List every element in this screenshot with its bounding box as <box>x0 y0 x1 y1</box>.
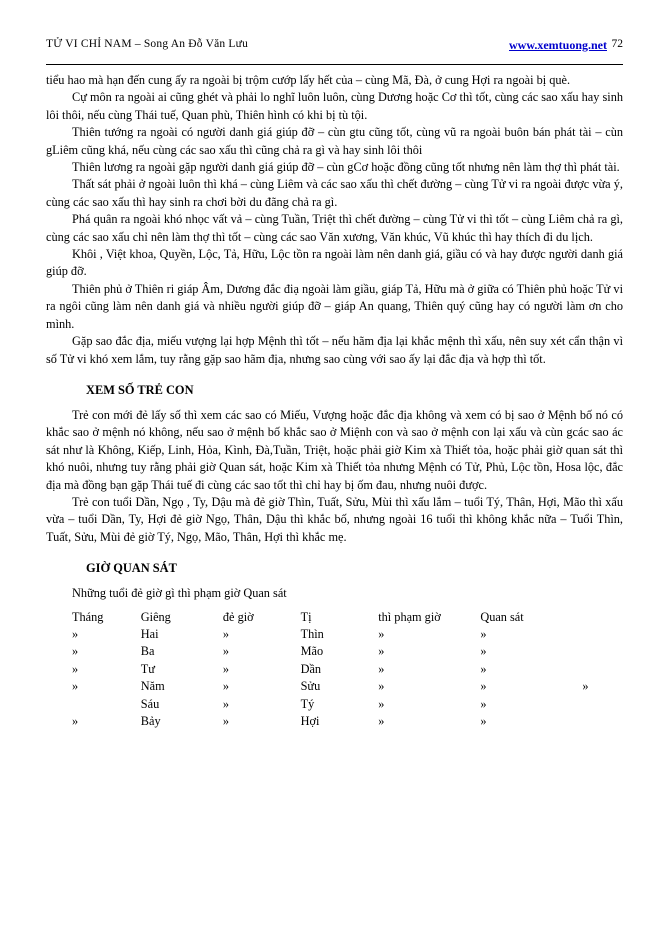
paragraph: tiểu hao mà hạn đến cung ấy ra ngoài bị trộm cướp lấy hết của – cùng Mã, Đà, ở cung Hợi ra ngoài bị què. <box>46 73 571 87</box>
header-website-link[interactable]: www.xemtuong.net <box>509 38 607 52</box>
table-cell: Mão <box>300 644 324 659</box>
table-row <box>72 696 649 713</box>
table-row <box>72 661 649 678</box>
paragraph: Trẻ con mới đẻ lấy số thì xem các sao có Miếu, Vượng hoặc đắc địa không và xem có bị sao ở Mệnh bố nó có khắc sao ở mệnh nó không, nếu sao ở mệnh bố khắc sao ở Miệnh con và sao ở mệnh con lại xấu và cùn gcác sao ác sát như là Không, Kiếp, Linh, Hỏa, Kình, Đà,Tuần, Triệt, hoặc phải giờ Kim xà Thiết tỏa, hoặc phải giờ quan sát thì khó nuôi, nhưng tuy rằng phải giờ Quan sát, hoặc Kim xà Thiết tỏa nhưng Mệnh có Tử, Phủ, Lộc tồn, Hosa lộc, đắc địa mà đồng bạn gặp Thái tuế đi cùng các sao tốt thì chỉ hay bị ốm đau, nhưng nuôi được. <box>46 407 623 492</box>
table-cell: » <box>480 644 487 659</box>
table-cell: » <box>222 679 230 694</box>
table-cell <box>582 696 649 713</box>
table-cell: đẻ giờ <box>222 609 254 624</box>
paragraph: Khôi , Việt khoa, Quyền, Lộc, Tả, Hữu, Lộc tồn ra ngoài làm nên danh giá, giầu có và hay được người danh giá giúp đỡ. <box>46 247 623 279</box>
table-row <box>72 678 649 695</box>
table-cell: » <box>222 644 230 659</box>
document-body <box>46 72 623 730</box>
paragraph: Thiên phủ ở Thiên ri giáp Âm, Dương đắc điạ ngoài làm giầu, giáp Tả, Hữu mà ở giữa có Thiên phủ hoặc Tử vi ra ngôi cũng làm nên danh giá và nhiều người giúp đỡ – giáp An quang, Thiên quý cũng hay có người làm ơn cho mình. <box>46 281 623 331</box>
table-cell <box>582 643 649 660</box>
paragraph: Thiên lương ra ngoài gặp người danh giá giúp đỡ – cùn gCơ hoặc đồng cũng tốt nhưng nên làm thợ thì phát tài. <box>72 160 620 175</box>
paragraph: Thiên tướng ra ngoài có người danh giá giúp đỡ – cùn gtu cũng tốt, cùng vũ ra ngoài buôn bán phát tài – cùn gLiêm cũng khá, nếu cùng các sao xấu thì cũng chả ra gì và hay sinh lôi thôi <box>46 125 623 157</box>
table-cell: » <box>72 679 79 694</box>
table-cell: » <box>480 714 487 728</box>
table-cell: Hai <box>140 626 159 641</box>
table-cell: » <box>222 696 230 711</box>
table-cell: » <box>582 679 589 694</box>
table-row <box>72 626 649 643</box>
table-cell: » <box>378 626 385 641</box>
table-cell: » <box>222 626 230 641</box>
table-cell: » <box>378 714 385 728</box>
table-cell: » <box>72 661 79 676</box>
header-divider <box>46 64 623 65</box>
section-heading-quansat: GIỜ QUAN SÁT <box>86 561 177 576</box>
quan-sat-table <box>72 609 649 731</box>
table-cell <box>582 626 649 643</box>
table-cell: » <box>378 661 385 676</box>
paragraph: Thất sát phải ở ngoài luôn thì khá – cùng Liêm và các sao xấu thì chết đường – cùng Tử vi ra ngoài được vừa ý, cùng các sao xấu thì hay sinh ra chơi bời du đãng chả ra gì. <box>46 177 623 209</box>
table-cell: » <box>378 679 385 694</box>
quan-sat-table-block <box>46 609 623 731</box>
table-cell: » <box>222 661 230 676</box>
table-cell: Bảy <box>140 714 161 728</box>
header-page-number: 72 <box>611 38 623 50</box>
table-cell <box>582 609 649 626</box>
table-row <box>72 643 649 660</box>
table-cell: Quan sát <box>480 609 524 624</box>
paragraph: Phá quân ra ngoài khó nhọc vất vả – cùng Tuần, Triệt thì chết đường – cùng Tử vi thì tốt – cùng Liêm chả ra gì, cùng các sao xấu chỉ nên làm thợ thì tốt – cùng các sao Văn xương, Văn khúc, Vũ khúc thì hay thích đi du lịch. <box>46 212 623 244</box>
table-cell: » <box>480 679 487 694</box>
table-cell: Tháng <box>72 609 104 624</box>
table-cell: Dần <box>300 661 322 676</box>
table-cell: Ba <box>140 644 155 659</box>
table-cell: » <box>72 644 79 659</box>
table-cell: » <box>480 626 487 641</box>
table-cell: Thìn <box>300 626 324 641</box>
table-cell: » <box>378 644 385 659</box>
table-cell: » <box>480 661 487 676</box>
section-heading-children: XEM SỐ TRẺ CON <box>86 382 194 397</box>
table-intro-text: Những tuổi đẻ giờ gì thì phạm giờ Quan sát <box>72 586 287 601</box>
table-cell <box>72 696 141 713</box>
table-cell: Giêng <box>140 609 171 624</box>
paragraph: Trẻ con tuổi Dần, Ngọ , Ty, Dậu mà đẻ giờ Thìn, Tuất, Sửu, Mùi thì xấu lắm – tuổi Tý, Thân, Hợi, Mão thì xấu vừa – tuổi Dần, Ty, Hợi đẻ giờ Ngọ, Thân, Dậu thì khắc bố, nhưng ngoài 16 tuổi thì không khắc nữa – Tuổi Thìn, Tuất, Sửu, Mùi đẻ giờ Tý, Ngọ, Mão, Thân, Hợi thì khắc mẹ. <box>46 494 623 544</box>
table-row <box>72 609 649 626</box>
table-cell: » <box>222 714 230 728</box>
paragraph: Gặp sao đắc địa, miếu vượng lại hợp Mệnh thì tốt – nếu hãm địa lại khắc mệnh thì xấu, nên suy xét cẩn thận vì số Tử vi khó xem lắm, tuy rằng gặp sao hãm địa, nhưng sao cùng với sao ấy lại đắc địa và hợp thì tốt. <box>46 334 623 366</box>
paragraph: Cự môn ra ngoài ai cũng ghét và phải lo nghĩ luôn luôn, cùng Dương hoặc Cơ thì tốt, cùng các sao xấu hay sinh lôi thôi, nếu cùng Thái tuế, Quan phù, Thiên hình có khi bị tù tội. <box>46 90 623 122</box>
table-cell: Hợi <box>300 714 320 728</box>
table-cell: » <box>72 714 79 728</box>
table-cell: Tư <box>140 661 155 676</box>
table-cell: Sửu <box>300 679 321 694</box>
page-header <box>46 36 623 62</box>
table-cell: » <box>378 696 385 711</box>
table-cell <box>582 661 649 678</box>
table-cell: » <box>480 696 487 711</box>
table-cell: » <box>72 626 79 641</box>
table-cell: Tị <box>300 609 312 624</box>
table-cell: thì phạm giờ <box>378 609 441 624</box>
header-book-title: TỬ VI CHỈ NAM – Song An Đỗ Văn Lưu <box>46 38 249 50</box>
table-cell <box>582 713 649 730</box>
table-cell: Tý <box>300 696 315 711</box>
table-row <box>72 713 649 730</box>
table-cell: Sáu <box>140 696 160 711</box>
table-cell: Năm <box>140 679 165 694</box>
